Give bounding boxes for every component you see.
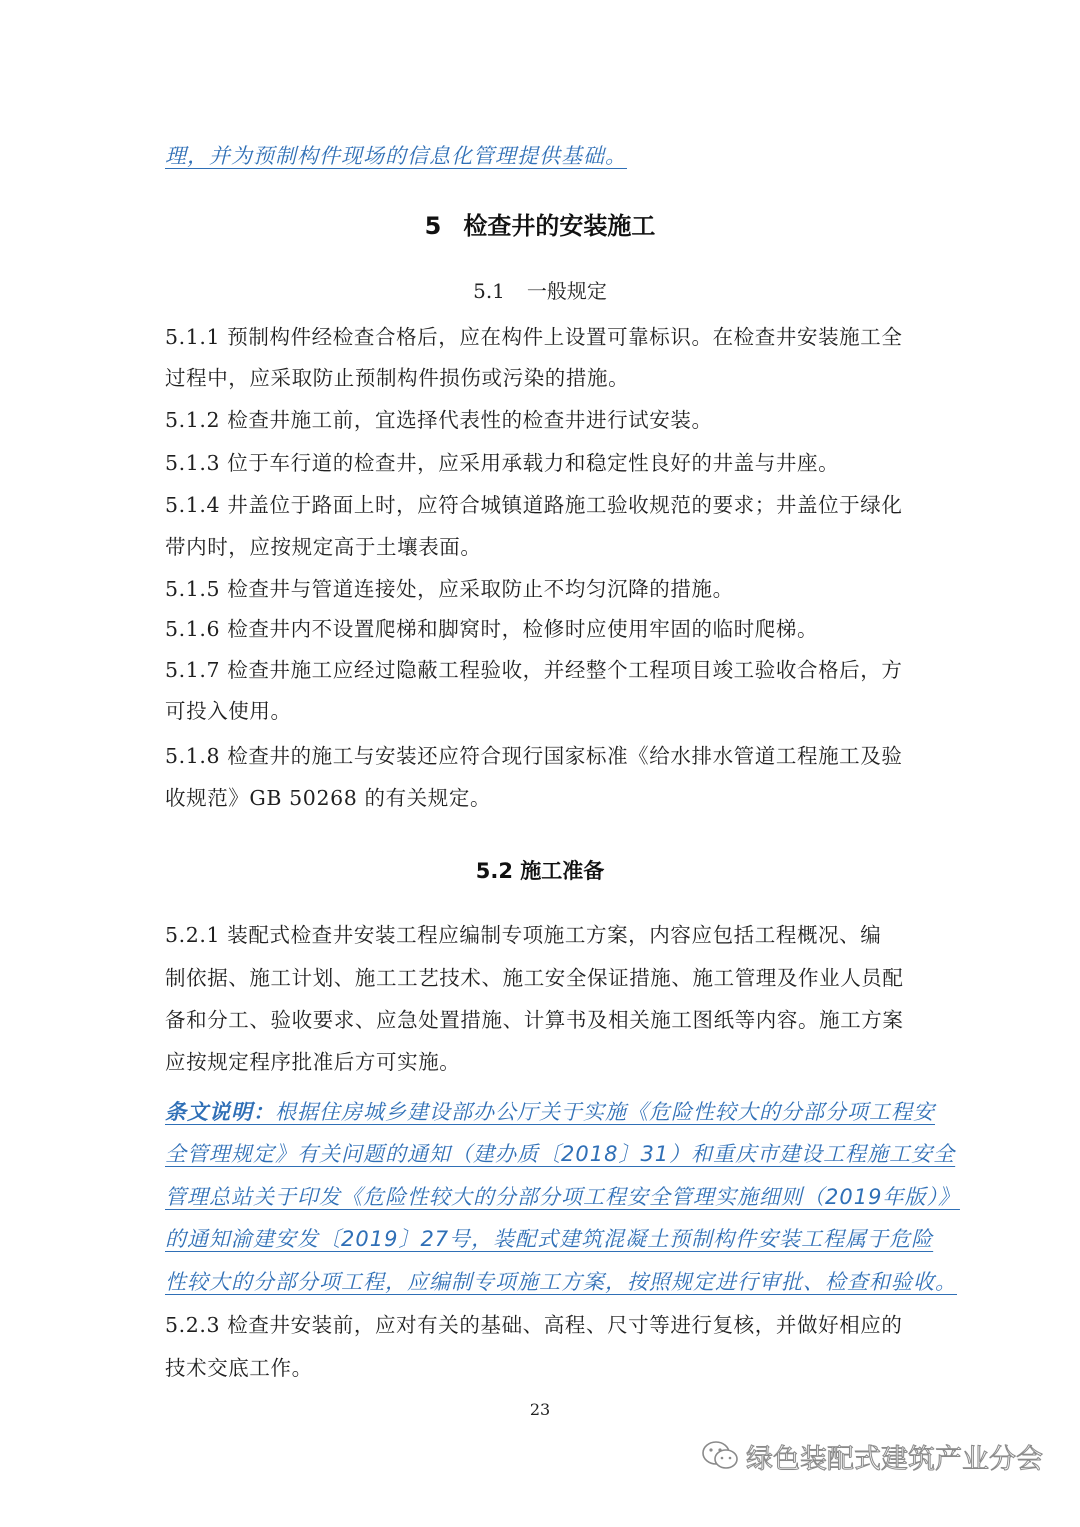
section-heading-5-1 bbox=[0, 275, 1080, 304]
explanation-line bbox=[165, 1096, 935, 1126]
clause-line: 5.1.8 检查井的施工与安装还应符合现行国家标准《给水排水管道工程施工及验 bbox=[165, 744, 903, 768]
clause-line: 制依据、施工计划、施工工艺技术、施工安全保证措施、施工管理及作业人员配 bbox=[165, 966, 904, 990]
clause-line: 带内时，应按规定高于土壤表面。 bbox=[165, 535, 482, 559]
chapter-heading bbox=[0, 206, 1080, 241]
explanation-line: 性较大的分部分项工程，应编制专项施工方案，按照规定进行审批、检查和验收。 bbox=[165, 1270, 957, 1294]
clause-line: 应按规定程序批准后方可实施。 bbox=[165, 1050, 461, 1074]
section-title: 一般规定 bbox=[526, 279, 607, 303]
watermark-text: 绿色装配式建筑产业分会 bbox=[746, 1443, 1043, 1475]
clause-line: 5.1.1 预制构件经检查合格后，应在构件上设置可靠标识。在检查井安装施工全 bbox=[165, 325, 903, 349]
explanation-line: 全管理规定》有关问题的通知（建办质〔2018〕31）和重庆市建设工程施工安全 bbox=[165, 1142, 956, 1166]
clause-line: 技术交底工作。 bbox=[165, 1356, 313, 1380]
clause-line: 5.1.3 位于车行道的检查井，应采用承载力和稳定性良好的井盖与井座。 bbox=[165, 451, 840, 475]
watermark bbox=[700, 1436, 1043, 1476]
clause-line: 5.1.2 检查井施工前，宜选择代表性的检查井进行试安装。 bbox=[165, 408, 713, 432]
section-heading-5-2 bbox=[0, 855, 1080, 885]
section-title: 施工准备 bbox=[520, 859, 605, 883]
explanation-line: 的通知渝建安发〔2019〕27号，装配式建筑混凝土预制构件安装工程属于危险 bbox=[165, 1227, 934, 1251]
explanation-text: 根据住房城乡建设部办公厅关于实施《危险性较大的分部分项工程安 bbox=[275, 1100, 935, 1124]
page-number: 23 bbox=[529, 1400, 551, 1419]
clause-line: 过程中，应采取防止预制构件损伤或污染的措施。 bbox=[165, 366, 630, 390]
explanation-lead: 条文说明： bbox=[165, 1100, 275, 1124]
clause-line: 5.2.3 检查井安装前，应对有关的基础、高程、尺寸等进行复核，并做好相应的 bbox=[165, 1313, 903, 1337]
section-number: 5.1 bbox=[473, 279, 505, 303]
chapter-title: 检查井的安装施工 bbox=[463, 212, 656, 240]
clause-line: 5.1.5 检查井与管道连接处，应采取防止不均匀沉降的措施。 bbox=[165, 577, 734, 601]
wechat-icon bbox=[700, 1438, 740, 1474]
explanation-line: 管理总站关于印发《危险性较大的分部分项工程安全管理实施细则（2019年版）》 bbox=[165, 1185, 960, 1209]
clause-line: 收规范》GB 50268 的有关规定。 bbox=[165, 786, 492, 810]
clause-line: 5.1.4 井盖位于路面上时，应符合城镇道路施工验收规范的要求；井盖位于绿化 bbox=[165, 493, 903, 517]
clause-line: 5.1.7 检查井施工应经过隐蔽工程验收，并经整个工程项目竣工验收合格后，方 bbox=[165, 658, 903, 682]
clause-line: 备和分工、验收要求、应急处置措施、计算书及相关施工图纸等内容。施工方案 bbox=[165, 1008, 904, 1032]
top-note: 理，并为预制构件现场的信息化管理提供基础。 bbox=[165, 144, 627, 168]
chapter-number: 5 bbox=[424, 212, 442, 240]
clause-line: 可投入使用。 bbox=[165, 699, 292, 723]
clause-line: 5.2.1 装配式检查井安装工程应编制专项施工方案，内容应包括工程概况、编 bbox=[165, 923, 882, 947]
section-number: 5.2 bbox=[475, 859, 513, 883]
clause-line: 5.1.6 检查井内不设置爬梯和脚窝时，检修时应使用牢固的临时爬梯。 bbox=[165, 617, 819, 641]
